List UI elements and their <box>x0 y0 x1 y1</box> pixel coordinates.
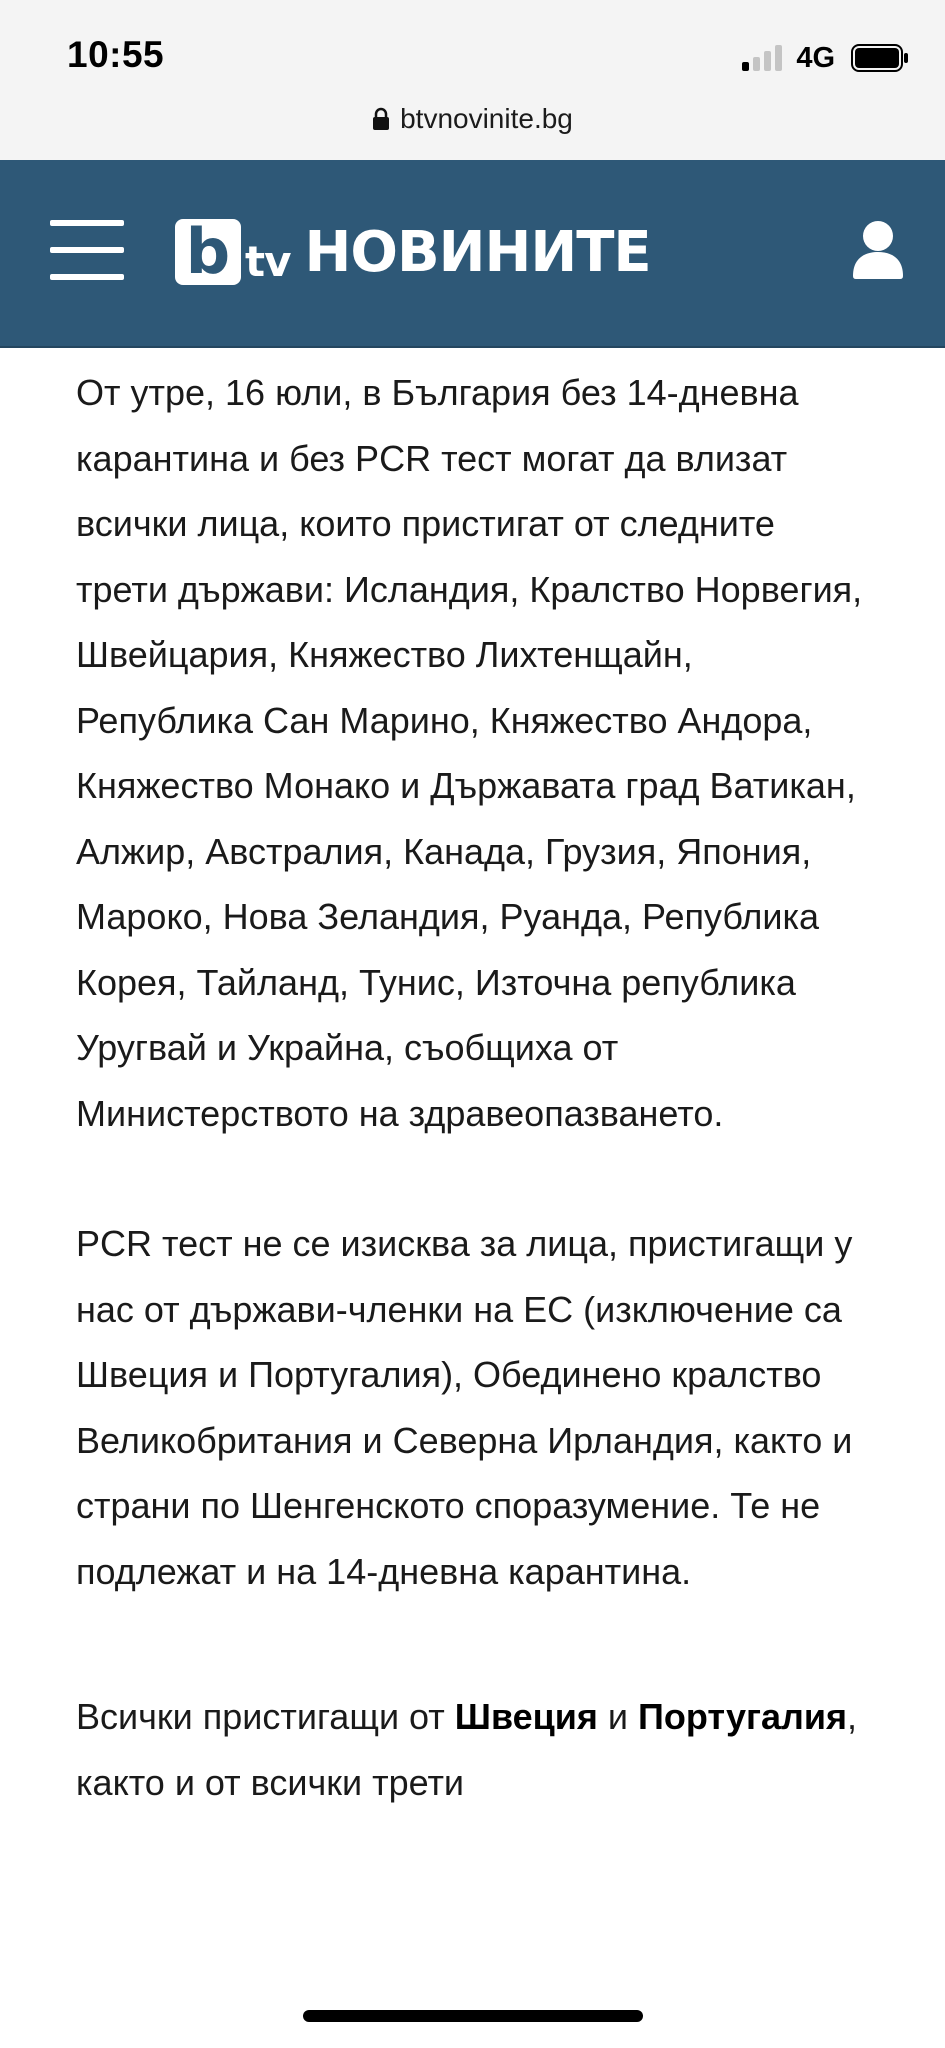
logo-b-mark <box>175 215 241 288</box>
article-paragraph: PCR тест не се изисква за лица, пристигащи у нас от държави-членки на ЕС (изключение са Швеция и Португалия), Обединено кралство Великобритания и Северна Ирландия, както и страни по Шенгенското споразумение. Те не подлежат и на 14-дневна карантина. <box>76 1223 853 1592</box>
bold-country: Швеция <box>454 1696 598 1737</box>
user-icon[interactable] <box>851 218 905 280</box>
battery-icon <box>851 44 909 72</box>
logo-title: НОВИНИТЕ <box>304 219 651 285</box>
url-text: btvnovinite.bg <box>400 103 573 134</box>
paragraph-text: и <box>597 1696 639 1737</box>
home-indicator[interactable] <box>303 2010 643 2022</box>
bold-country: Португалия <box>638 1696 847 1737</box>
site-header <box>0 160 945 348</box>
logo-b-letter: b <box>185 215 231 288</box>
article-paragraph <box>76 1670 876 1815</box>
status-indicators <box>742 42 909 74</box>
signal-icon <box>742 45 782 71</box>
logo-tv: tv <box>245 236 291 286</box>
btv-novinite-logo[interactable] <box>175 217 651 287</box>
status-time: 10:55 <box>67 34 165 75</box>
hamburger-icon[interactable] <box>50 220 124 280</box>
paragraph-text: , както и от всички трети <box>76 1696 857 1803</box>
article-paragraph: От утре, 16 юли, в България без 14-дневна карантина и без PCR тест могат да влизат всички лица, които пристигат от следните трети държави: Исландия, Кралство Норвегия, Швейцария, Княжество Лихтенщайн, Република Сан Марино, Княжество Андора, Княжество Монако и Държавата град Ватикан, Алжир, Австралия, Канада, Грузия, Япония, Мароко, Нова Зеландия, Руанда, Република Корея, Тайланд, Тунис, Източна република Уругвай и Украйна, съобщиха от Министерството на здравеопазването. <box>76 372 863 1134</box>
article-body <box>76 346 876 1815</box>
lock-icon <box>372 107 390 131</box>
address-bar[interactable] <box>0 96 945 142</box>
paragraph-text: Всички пристигащи от <box>76 1696 455 1737</box>
network-type: 4G <box>796 41 835 74</box>
